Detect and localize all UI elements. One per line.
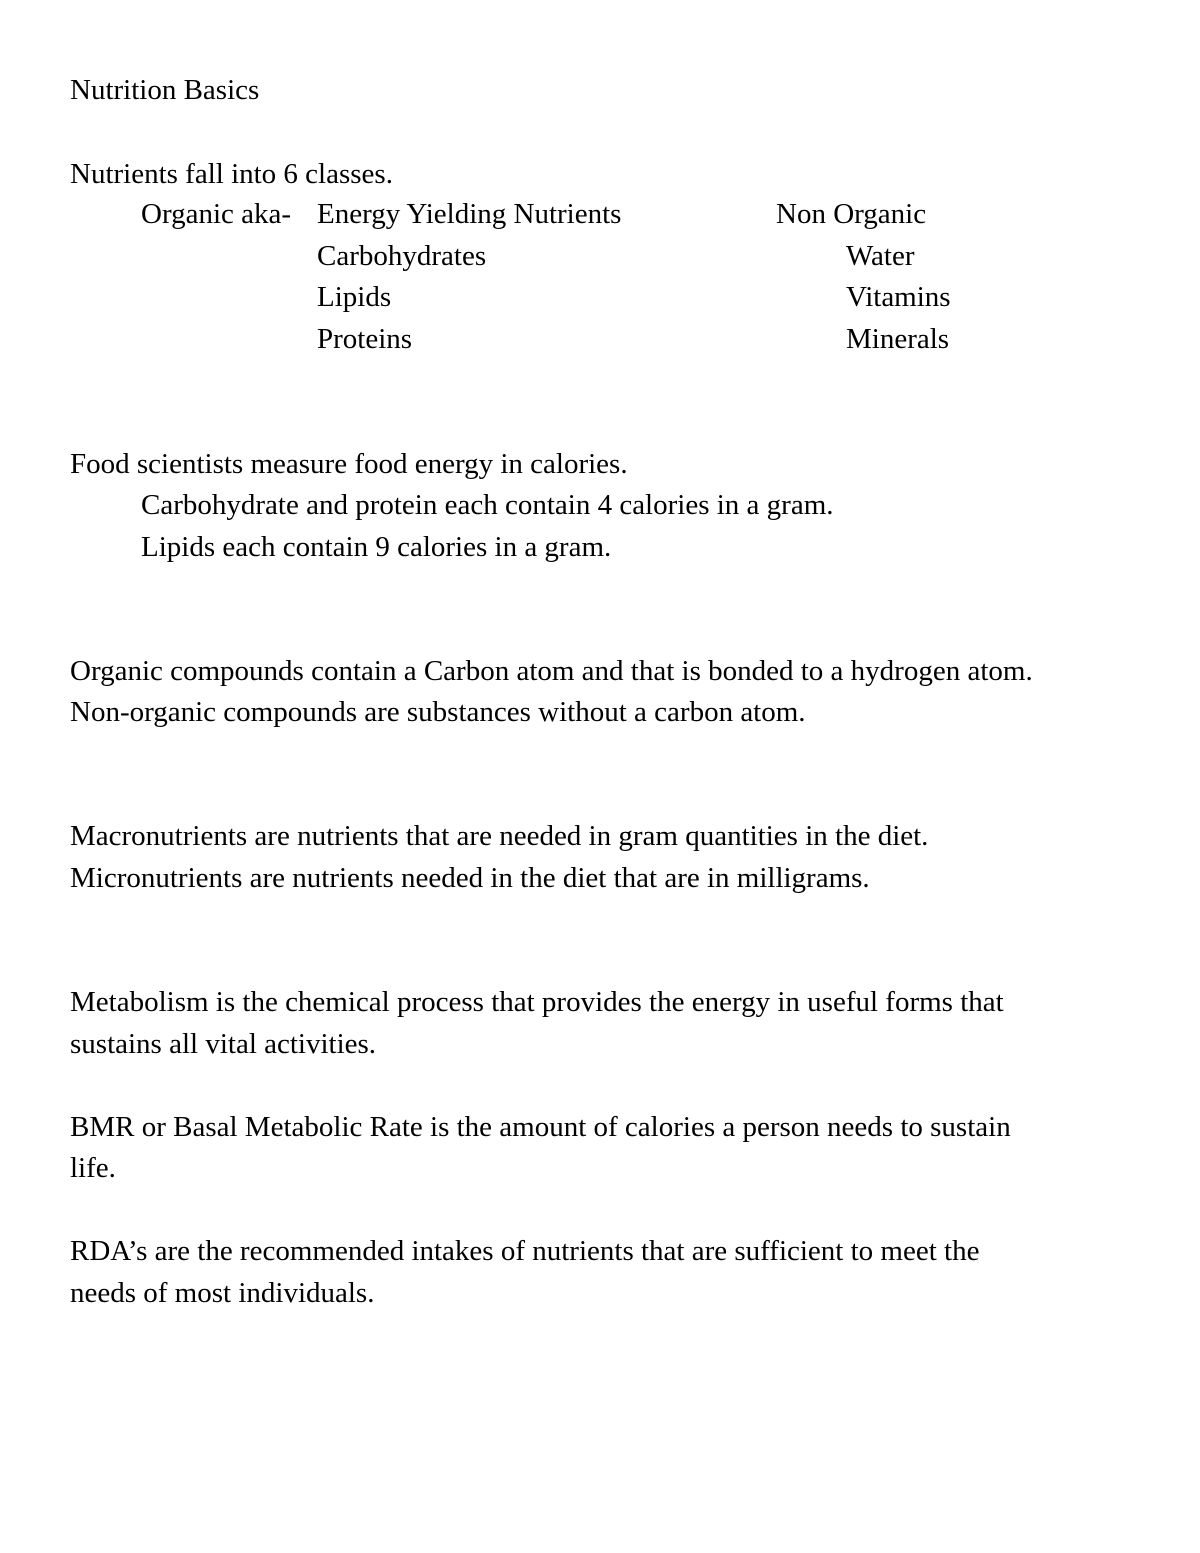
metabolism-text-line-1: Metabolism is the chemical process that provides the energy in useful forms that — [70, 986, 1004, 1018]
organic-label: Organic aka- — [141, 198, 292, 230]
non-organic-item-minerals: Minerals — [846, 323, 950, 355]
rda-text-line-1: RDA’s are the recommended intakes of nutrients that are sufficient to meet the — [70, 1235, 980, 1267]
metabolism-text-line-2: sustains all vital activities. — [70, 1028, 377, 1060]
organic-item-proteins: Proteins — [317, 323, 413, 355]
non-organic-item-vitamins: Vitamins — [846, 281, 951, 313]
page-title: Nutrition Basics — [70, 74, 260, 106]
organic-heading: Energy Yielding Nutrients — [317, 198, 622, 230]
organic-compounds-text: Organic compounds contain a Carbon atom and that is bonded to a hydrogen atom. — [70, 655, 1033, 687]
classes-intro: Nutrients fall into 6 classes. — [70, 158, 393, 190]
non-organic-heading: Non Organic — [776, 198, 927, 230]
organic-item-carbohydrates: Carbohydrates — [317, 240, 487, 272]
energy-carb-protein: Carbohydrate and protein each contain 4 calories in a gram. — [141, 489, 834, 521]
energy-lipids: Lipids each contain 9 calories in a gram. — [141, 531, 612, 563]
energy-intro: Food scientists measure food energy in calories. — [70, 448, 628, 480]
micronutrients-text: Micronutrients are nutrients needed in the diet that are in milligrams. — [70, 862, 870, 894]
rda-text-line-2: needs of most individuals. — [70, 1277, 375, 1309]
bmr-text-line-2: life. — [70, 1152, 116, 1184]
non-organic-compounds-text: Non-organic compounds are substances without a carbon atom. — [70, 696, 806, 728]
non-organic-item-water: Water — [846, 240, 915, 272]
macronutrients-text: Macronutrients are nutrients that are needed in gram quantities in the diet. — [70, 820, 929, 852]
bmr-text-line-1: BMR or Basal Metabolic Rate is the amount of calories a person needs to sustain — [70, 1111, 1011, 1143]
organic-item-lipids: Lipids — [317, 281, 392, 313]
